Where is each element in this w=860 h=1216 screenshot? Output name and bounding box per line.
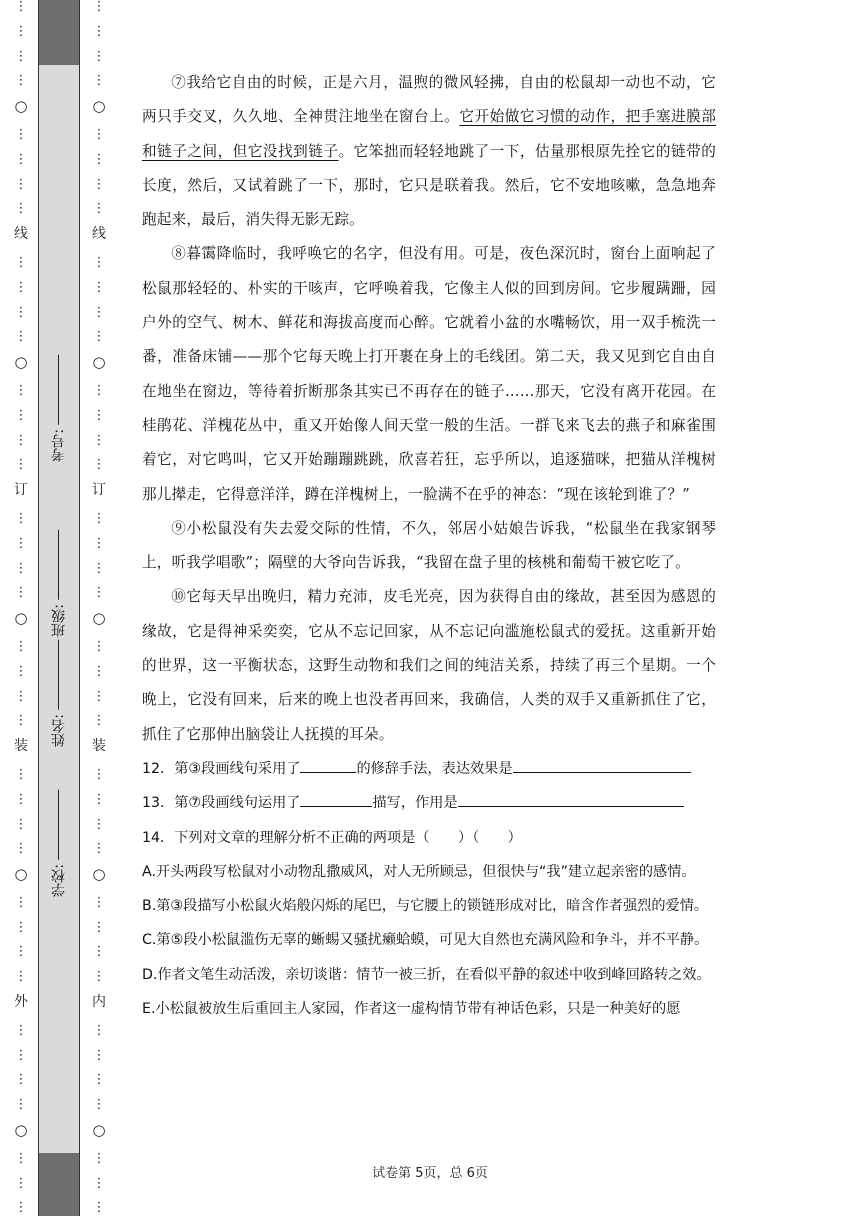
exam-number-label: 考号: <box>51 429 67 462</box>
circle-mark-icon: ○ <box>92 353 106 372</box>
paragraph-9: ⑨小松鼠没有失去爱交际的性情，不久，邻居小姑娘告诉我，“松鼠坐在我家钢琴上，听我学唱歌”；隔壁的大爷向告诉我，“我留在盘子里的核桃和葡萄干被它吃了。 <box>142 519 716 572</box>
option-a: A.开头两段写松鼠对小动物乱撒威风，对人无所顾忌，但很快与“我”建立起亲密的感情。 <box>142 863 696 880</box>
question-12 <box>142 752 716 786</box>
binding-margin <box>0 0 118 1216</box>
answer-blank[interactable] <box>458 792 684 807</box>
name-blank[interactable] <box>59 640 60 710</box>
paragraph-8: ⑧暮霭降临时，我呼唤它的名字，但没有用。可是，夜色深沉时，窗台上面响起了松鼠那轻轻的、朴实的干咳声，它呼唤着我，它像主人似的回到房间。它步履蹒跚，园户外的空气、树木、鲜花和海拔高度而心醉。它就着小盆的水嘴畅饮，用一双手梳洗一番，准备床铺——那个它每天晚上打开裹在身上的毛线团。第二天，我又见到它自由自在地坐在窗边，等待着折断那条其实已不再存在的链子……那天，它没有离开花园。在桂鹃花、洋槐花丛中，重又开始像人间天堂一般的生活。一群飞来飞去的燕子和麻雀围着它，对它鸣叫，它又开始蹦蹦跳跳，欣喜若狂，忘乎所以，追逐猫咪，把猫从洋槐树那儿撵走，它得意洋洋，蹲在洋槐树上，一脸满不在乎的神态：“现在该轮到谁了？” <box>142 245 716 503</box>
circle-mark-icon: ○ <box>92 1121 106 1140</box>
inner-mark-ding: 订 <box>92 482 106 499</box>
class-label: 班级: <box>51 604 67 637</box>
name-field[interactable] <box>45 640 73 747</box>
question-12-text-b: 的修辞手法，表达效果是 <box>356 760 513 777</box>
inner-dotted-line: ⋮ ⋮ ⋮ ⋮ ○ ⋮ ⋮ ⋮ ⋮ 线 ⋮ ⋮ ⋮ ⋮ ○ ⋮ ⋮ ⋮ ⋮ 订 ⋮ ⋮ ⋮ ⋮ ○ ⋮ ⋮ ⋮ ⋮ 装 ⋮ ⋮ ⋮ ⋮ ○ ⋮ ⋮ ⋮ ⋮ 内 ⋮ ⋮ ⋮ ⋮ ○ ⋮ ⋮ ⋮ <box>92 0 106 1216</box>
option-c: C.第⑤段小松鼠滥伤无辜的蜥蜴又骚扰癞蛤蟆，可见大自然也充满风险和争斗，并不平静。 <box>142 932 709 949</box>
paragraph-7-text: ⑦我给它自由的时候，正是六月，温煦的微风轻拂，自由的松鼠却一动也不动，它两只手交叉，久久地、全神贯注地坐在窗台上。 <box>142 74 716 126</box>
inner-mark-nei: 内 <box>92 994 106 1011</box>
page-footer: 试卷第 5页，总 6页 <box>372 1166 488 1181</box>
exam-number-field[interactable] <box>45 355 73 462</box>
paragraph-10: ⑩它每天早出晚归，精力充沛，皮毛光亮，因为获得自由的缘故，甚至因为感恩的缘故，它是得神采奕奕，它从不忘记回家，从不忘记向滥施松鼠式的爱抚。这重新开始的世界，这一平衡状态，这野生动物和我们之间的纯洁关系，持续了再三个星期。一个晚上，它没有回来，后来的晚上也没者再回来，我确信，人类的双手又重新抓住了它，抓住了它那伸出脑袋让人抚摸的耳朵。 <box>142 588 716 743</box>
name-label: 姓名: <box>51 714 67 747</box>
band-top-shade <box>39 0 79 65</box>
class-field[interactable] <box>45 530 73 637</box>
option-e: E.小松鼠被放生后重回主人家园，作者这一虚构情节带有神话色彩，只是一种美好的愿 <box>142 1001 681 1018</box>
option-b: B.第③段描写小松鼠火焰般闪烁的尾巴，与它腰上的锁链形成对比，暗含作者强烈的爱情。 <box>142 898 709 915</box>
inner-mark-line: 线 <box>92 226 106 243</box>
underlined-sentence: 它开始做它习惯的动作，把手塞进膜部和链子之间，但它没找到链子 <box>142 108 717 160</box>
circle-mark-icon: ○ <box>92 609 106 628</box>
circle-mark-icon: ○ <box>92 97 106 116</box>
answer-blank[interactable] <box>300 758 356 773</box>
circle-mark-icon: ○ <box>14 1121 28 1140</box>
exam-number-blank[interactable] <box>59 355 60 425</box>
option-d: D.作者文笔生动活泼，亲切谈谐：情节一被三折，在看似平静的叙述中收到峰回路转之效。 <box>142 966 711 983</box>
inner-mark-zhuang: 装 <box>92 738 106 755</box>
exam-content <box>142 66 716 1026</box>
answer-blank[interactable] <box>513 758 691 773</box>
question-12-text: 12．第③段画线句采用了 <box>142 760 301 777</box>
circle-mark-icon: ○ <box>14 865 28 884</box>
paragraph-7-text-cont: 。它笨拙而轻轻地跳了一下，估量那根原先拴它的链带的长度，然后，又试着跳了一下，那时，它只是联着我。然后，它不安地咳嗽，急急地奔跑起来，最后，消失得无影无踪。 <box>142 142 716 229</box>
circle-mark-icon: ○ <box>14 97 28 116</box>
question-13-text-b: 描写，作用是 <box>372 795 458 812</box>
margin-mark-line: 线 <box>14 226 28 243</box>
question-13 <box>142 786 716 820</box>
margin-mark-wai: 外 <box>14 994 28 1011</box>
outer-dotted-line: ⋮ ⋮ ⋮ ⋮ ○ ⋮ ⋮ ⋮ ⋮ 线 ⋮ ⋮ ⋮ ⋮ ○ ⋮ ⋮ ⋮ ⋮ 订 ⋮ ⋮ ⋮ ⋮ ○ ⋮ ⋮ ⋮ ⋮ 装 ⋮ ⋮ ⋮ ⋮ ○ ⋮ ⋮ ⋮ ⋮ 外 ⋮ ⋮ ⋮ ⋮ ○ ⋮ ⋮ ⋮ <box>14 0 28 1216</box>
margin-mark-zhuang: 装 <box>14 738 28 755</box>
student-info-band <box>38 0 80 1216</box>
question-13-text: 13．第⑦段画线句运用了 <box>142 795 301 812</box>
paragraph-7 <box>142 66 716 237</box>
school-field[interactable] <box>45 790 73 897</box>
class-blank[interactable] <box>59 530 60 600</box>
school-blank[interactable] <box>59 790 60 860</box>
school-label: 学校: <box>51 864 67 897</box>
circle-mark-icon: ○ <box>14 609 28 628</box>
answer-blank[interactable] <box>300 792 372 807</box>
circle-mark-icon: ○ <box>14 353 28 372</box>
question-14: 14．下列对文章的理解分析不正确的两项是（ ）（ ） <box>142 829 522 846</box>
margin-mark-ding: 订 <box>14 482 28 499</box>
circle-mark-icon: ○ <box>92 865 106 884</box>
